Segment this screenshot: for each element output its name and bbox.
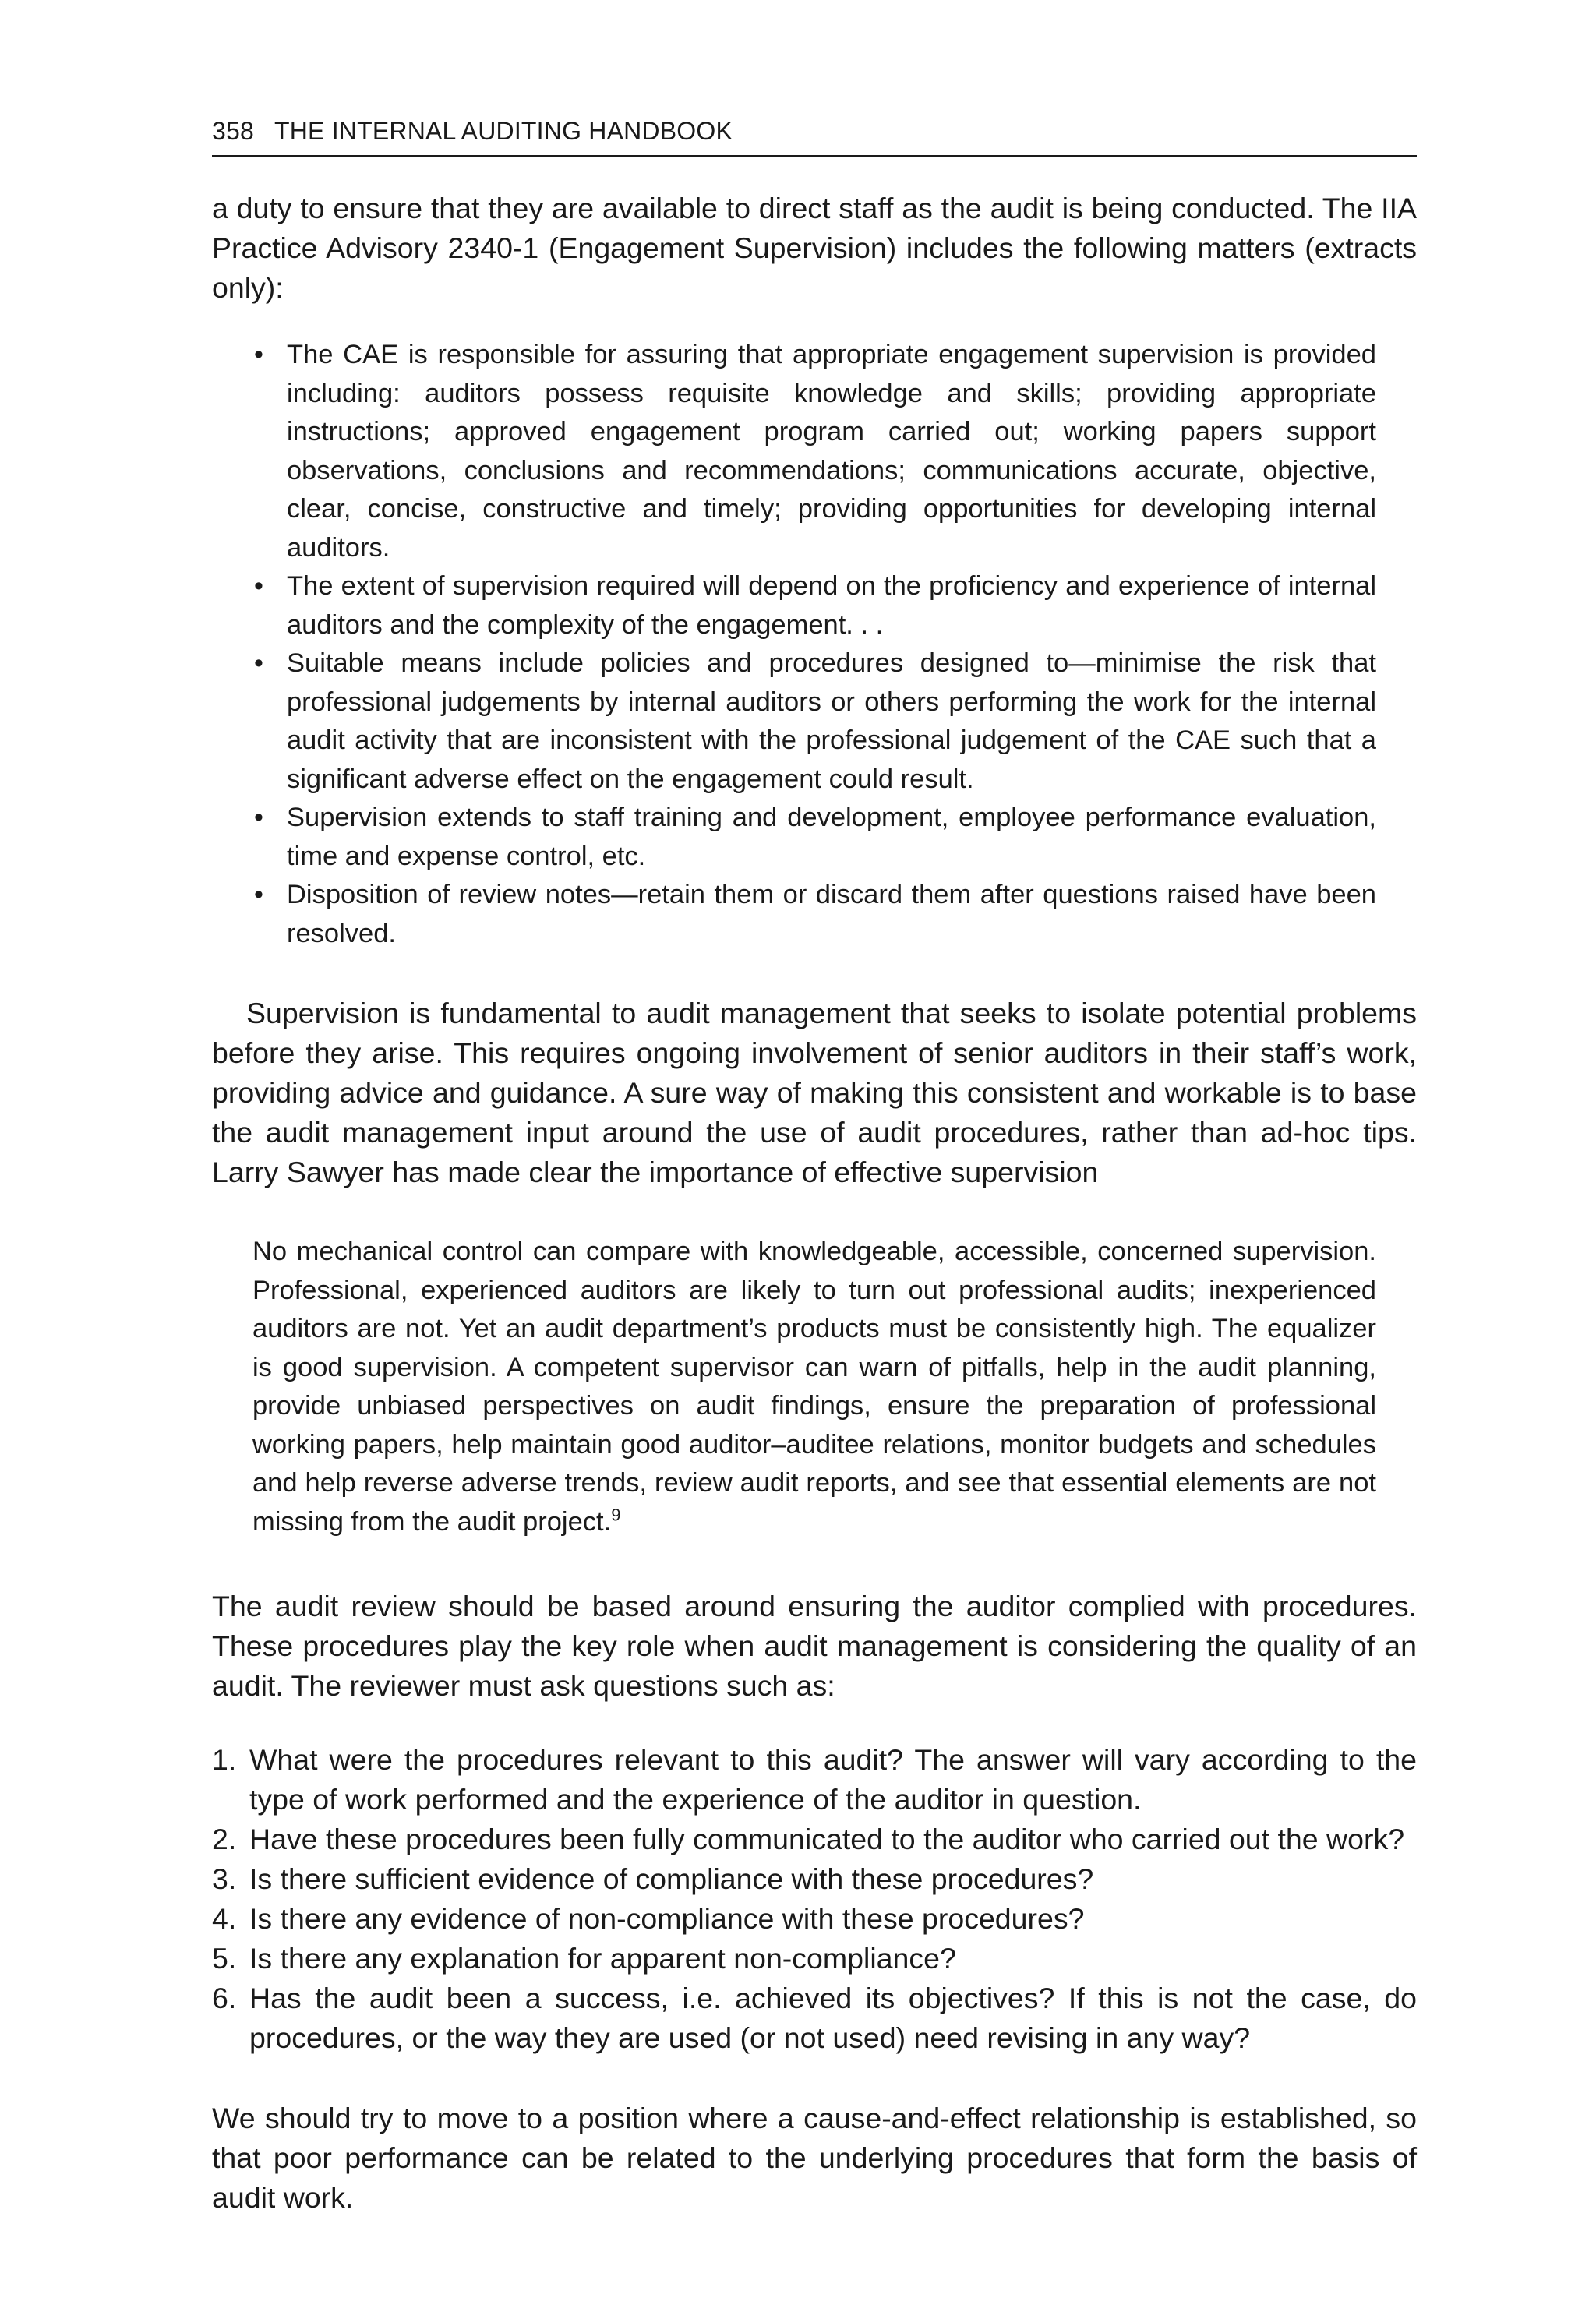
bullet-icon: •	[254, 340, 263, 369]
question-text: Is there any evidence of non-compliance with these procedures?	[249, 1902, 1085, 1935]
review-paragraph: The audit review should be based around ensuring the auditor complied with procedures. These procedures play the key role when audit management is considering the quality of an audit. The reviewer must ask questions such as:	[212, 1590, 1417, 1702]
question-text: Is there any explanation for apparent non-compliance?	[249, 1942, 956, 1975]
running-header	[212, 117, 1417, 157]
question-text: Have these procedures been fully communicated to the auditor who carried out the work?	[249, 1823, 1405, 1855]
question-item	[212, 1859, 1417, 1899]
page-number: 358	[212, 117, 254, 145]
footnote-reference: 9	[611, 1505, 621, 1524]
sawyer-block-quote	[252, 1233, 1376, 1541]
bullet-icon: •	[254, 648, 263, 678]
intro-paragraph: a duty to ensure that they are available to direct staff as the audit is being conducted. The IIA Practice Advisory 2340-1 (Engagement Supervision) includes the following matters (extracts only):	[212, 192, 1417, 304]
running-title: THE INTERNAL AUDITING HANDBOOK	[274, 117, 733, 145]
bullet-icon: •	[254, 571, 263, 601]
question-item	[212, 1899, 1417, 1939]
book-page	[212, 117, 1417, 2218]
bullet-text: Disposition of review notes—retain them or discard them after questions raised have been resolved.	[287, 880, 1376, 948]
closing-paragraph: We should try to move to a position where a cause-and-effect relationship is established, so that poor performance can be related to the underlying procedures that form the basis of audit work.	[212, 2102, 1417, 2214]
question-item	[212, 1978, 1417, 2058]
bullet-text: Suitable means include policies and procedures designed to—minimise the risk that professional judgements by internal auditors or others performing the work for the internal audit activity that are inconsistent with the professional judgement of the CAE such that a significant adverse effect on the engagement could result.	[287, 648, 1376, 794]
question-item	[212, 1740, 1417, 1820]
question-text: Is there sufficient evidence of compliance with these procedures?	[249, 1862, 1094, 1895]
question-text: What were the procedures relevant to this audit? The answer will vary according to the type of work performed and the experience of the auditor in question.	[249, 1743, 1417, 1816]
question-number: 4.	[212, 1902, 237, 1935]
bullet-item	[252, 799, 1376, 876]
bullet-text: The CAE is responsible for assuring that appropriate engagement supervision is provided including: auditors possess requisite knowledge and skills; providing appropriate instructions; approved engagement program carried out; working papers support observations, conclusions and recommendations; communications accurate, objective, clear, concise, constructive and timely; providing opportunities for developing internal auditors.	[287, 340, 1376, 563]
advisory-bullet-list	[212, 336, 1417, 953]
bullet-text: The extent of supervision required will depend on the proficiency and experience of internal auditors and the complexity of the engagement. . .	[287, 571, 1376, 640]
bullet-item	[252, 644, 1376, 799]
question-number: 3.	[212, 1862, 237, 1895]
question-number: 6.	[212, 1982, 237, 2014]
question-item	[212, 1939, 1417, 1978]
bullet-item	[252, 876, 1376, 953]
quote-text: No mechanical control can compare with knowledgeable, accessible, concerned supervision. Professional, experienced auditors are likely to turn out professional audits; inexperienced auditors are not. Yet an audit department’s products must be consistently high. The equalizer is good supervision. A competent supervisor can warn of pitfalls, help in the audit planning, provide unbiased perspectives on audit findings, ensure the preparation of professional working papers, help maintain good auditor–auditee relations, monitor budgets and schedules and help reverse adverse trends, review audit reports, and see that essential elements are not missing from the audit project.	[252, 1237, 1376, 1537]
bullet-item	[252, 567, 1376, 644]
question-text: Has the audit been a success, i.e. achieved its objectives? If this is not the case, do procedures, or the way they are used (or not used) need revising in any way?	[249, 1982, 1417, 2054]
bullet-icon: •	[254, 880, 263, 909]
bullet-text: Supervision extends to staff training and development, employee performance evaluation, time and expense control, etc.	[287, 803, 1376, 871]
bullet-icon: •	[254, 803, 263, 832]
question-number: 2.	[212, 1823, 237, 1855]
question-number: 1.	[212, 1743, 237, 1776]
question-item	[212, 1820, 1417, 1859]
reviewer-questions-list	[212, 1740, 1417, 2058]
supervision-paragraph: Supervision is fundamental to audit management that seeks to isolate potential problems before they arise. This requires ongoing involvement of senior auditors in their staff’s work, providing advice and guidance. A sure way of making this consistent and workable is to base the audit management input around the use of audit procedures, rather than ad-hoc tips. Larry Sawyer has made clear the importance of effective supervision	[212, 997, 1417, 1188]
question-number: 5.	[212, 1942, 237, 1975]
bullet-item	[252, 336, 1376, 567]
